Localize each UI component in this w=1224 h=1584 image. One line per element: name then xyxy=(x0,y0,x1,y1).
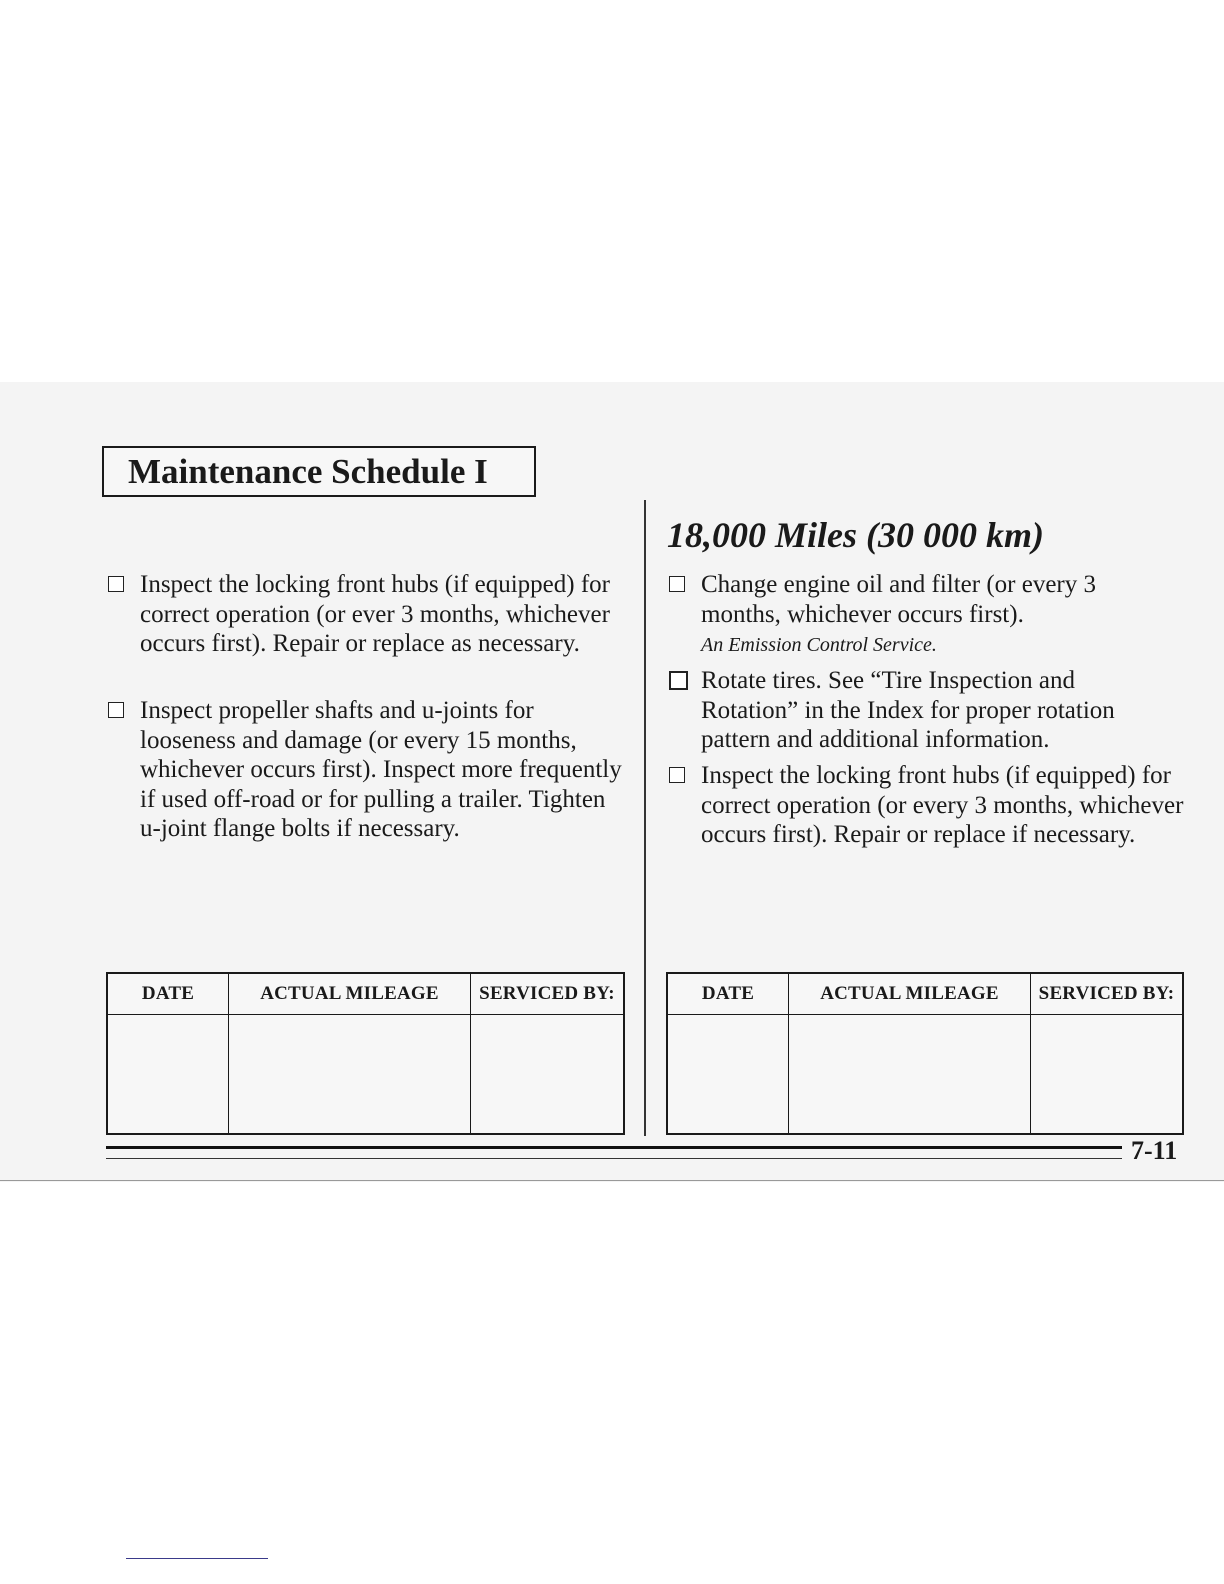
date-header: DATE xyxy=(667,973,789,1015)
column-divider xyxy=(644,500,646,1136)
actual-mileage-header: ACTUAL MILEAGE xyxy=(229,973,471,1015)
checkbox[interactable] xyxy=(669,671,688,690)
right-checklist-item-3 xyxy=(669,761,1189,850)
checkbox[interactable] xyxy=(108,702,124,718)
section-title-box xyxy=(102,446,536,497)
item-text: Rotate tires. See “Tire Inspection and Rotation” in the Index for proper rotation pattern and additional information. xyxy=(701,667,1115,753)
table-header-row xyxy=(107,973,624,1015)
item-text: Inspect the locking front hubs (if equipped) for correct operation (or every 3 months, whichever occurs first). Repair or replace if necessary. xyxy=(701,762,1184,848)
actual-mileage-cell[interactable] xyxy=(789,1015,1031,1135)
serviced-by-header: SERVICED BY: xyxy=(1031,973,1184,1015)
item-text: Inspect propeller shafts and u-joints for looseness and damage (or every 15 months, whichever occurs first). Inspect more frequently if used off-road or for pulling a trailer. Tighten u-joint flange bolts if necessary. xyxy=(140,697,622,842)
date-cell[interactable] xyxy=(107,1015,229,1135)
actual-mileage-header: ACTUAL MILEAGE xyxy=(789,973,1031,1015)
table-row xyxy=(107,1015,624,1135)
footer-rule-thick xyxy=(106,1146,1122,1149)
page-number: 7-11 xyxy=(1131,1136,1178,1165)
right-checklist-item-2 xyxy=(669,666,1169,755)
right-service-log-table xyxy=(666,972,1184,1135)
footer-rule-thin xyxy=(106,1158,1122,1159)
item-text: Inspect the locking front hubs (if equipped) for correct operation (or ever 3 months, whichever occurs first). Repair or replace as necessary. xyxy=(140,571,611,657)
section-heading: 18,000 Miles (30 000 km) xyxy=(667,515,1044,555)
serviced-by-cell[interactable] xyxy=(1031,1015,1184,1135)
stray-mark xyxy=(126,1558,268,1559)
page-title: Maintenance Schedule I xyxy=(128,452,488,491)
left-checklist-item-2 xyxy=(108,696,632,844)
serviced-by-header: SERVICED BY: xyxy=(471,973,625,1015)
right-checklist-item-1 xyxy=(669,570,1119,659)
left-service-log-table xyxy=(106,972,625,1135)
checkbox[interactable] xyxy=(669,767,685,783)
scan-edge-line xyxy=(0,1180,1224,1181)
actual-mileage-cell[interactable] xyxy=(229,1015,471,1135)
table-row xyxy=(667,1015,1183,1135)
date-header: DATE xyxy=(107,973,229,1015)
item-text: Change engine oil and filter (or every 3 months, whichever occurs first). xyxy=(701,571,1096,628)
table-header-row xyxy=(667,973,1183,1015)
date-cell[interactable] xyxy=(667,1015,789,1135)
checkbox[interactable] xyxy=(108,576,124,592)
emission-note: An Emission Control Service. xyxy=(701,634,937,656)
checkbox[interactable] xyxy=(669,576,685,592)
serviced-by-cell[interactable] xyxy=(471,1015,625,1135)
left-checklist-item-1 xyxy=(108,570,632,659)
